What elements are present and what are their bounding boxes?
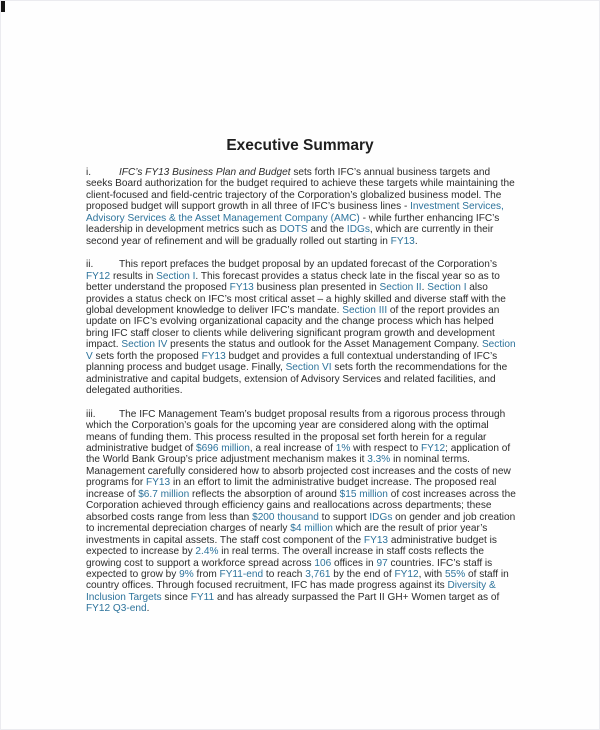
highlighted-text: FY13 [146,477,171,489]
highlighted-text: FY13 [229,282,254,294]
highlighted-text: FY13 [201,350,226,362]
highlighted-text: Section II [379,282,422,294]
text-segment: in real terms. The overall increase in staff costs reflects the growing cost to support a workforce spread across [86,546,484,569]
highlighted-text: IDGs [346,224,370,236]
paragraph [86,167,516,247]
highlighted-text: Section III [342,304,388,316]
highlighted-text: Investment Services, Advisory Services & the Asset Management Company (AMC) [86,201,504,224]
highlighted-text: Section I [427,282,467,294]
paragraph-container [86,167,516,627]
text-segment: of the report provides an update on IFC’s evolving organizational capacity and the change process which has helped bring IFC staff closer to clients while delivering significant program growth and development impact. [86,304,500,351]
text-segment: sets forth the proposed [92,350,202,362]
text-segment: , with [418,568,445,580]
text-segment: of staff in country offices. Through focused recruitment, IFC has made progress against its [86,568,509,592]
highlighted-text: 55% [444,568,466,580]
highlighted-text: $4 million [290,523,333,535]
text-segment: from [193,568,220,580]
text-segment: in nominal terms. Management carefully considered how to absorb projected cost increases and the costs of new programs for [86,454,511,489]
scan-corner-artifact [1,1,5,12]
paragraph-number: ii. [86,259,94,271]
text-segment: This report prefaces the budget proposal by an updated forecast of the Corporation’s [119,259,498,271]
highlighted-text: FY13 [390,235,415,247]
paragraph [86,409,516,615]
highlighted-text: FY12 [420,442,446,454]
highlighted-text: 2.4% [195,546,219,558]
paragraph-number: iii. [86,408,96,420]
paragraph-number: i. [86,167,92,178]
highlighted-text: 97 [376,557,388,569]
text-segment: to reach [263,568,306,580]
text-segment: . [146,603,150,615]
highlighted-text: IDGs [369,511,393,523]
text-segment: , a real increase of [249,442,336,454]
highlighted-text: 3.3% [367,454,391,466]
text-segment: with respect to [350,442,421,454]
text-segment: by the end of [330,568,395,580]
page-title: Executive Summary [226,137,374,154]
text-segment: and has already surpassed the Part II GH+ Women target as of [214,591,500,603]
text-segment: to support [318,511,370,523]
highlighted-text: 3,761 [305,568,331,580]
text-segment: presents the status and outlook for the Asset Management Company. [167,339,482,351]
highlighted-text: Section V [86,339,516,362]
text-segment: in an effort to limit the administrative budget increase. The proposed real increase of [86,477,497,500]
text-segment: results in [110,270,157,282]
highlighted-text: Section IV [121,339,168,351]
highlighted-text: $15 million [339,488,388,500]
highlighted-text: DOTS [279,224,308,236]
highlighted-text: Section VI [285,362,332,374]
text-segment: since [161,591,191,603]
highlighted-text: FY12 [394,568,419,580]
text-segment: - while further enhancing IFC’s leadership in development metrics such as [86,212,500,236]
text-segment: reflects the absorption of around [189,488,340,500]
text-segment: sets forth the recommendations for the administrative and capital budgets, extension of Advisory Services and related facilities, and delegated authorities. [86,362,508,397]
highlighted-text: 106 [314,557,332,569]
text-segment: and the [307,224,347,236]
text-segment: The IFC Management Team’s budget proposal results from a rigorous process through which the Corporation’s goals for the upcoming year are considered along with the optimal means of funding them. This process resulted in the proposal set forth herein for a regular administrative budget of [86,408,506,454]
text-segment: budget and provides a full contextual understanding of IFC’s planning process and budget usage. Finally, [86,350,498,374]
text-segment: . [421,282,428,294]
highlighted-text: FY11-end [219,568,264,580]
text-segment: sets forth IFC’s annual business targets and seeks Board authorization for the budget required to achieve these targets while maintaining the client-focused and field-centric trajectory of the Corporation’s globalized business model. The proposed budget will support growth in all three of IFC’s business lines - [86,167,515,213]
highlighted-text: 1% [335,442,351,454]
text-segment: also provides a status check on IFC’s most critical asset – a highly skilled and diverse staff with the global development knowledge to deliver IFC’s mandate. [86,282,506,316]
text-segment: countries. IFC’s staff is expected to grow by [86,557,493,580]
highlighted-text: 9% [179,568,194,580]
text-segment: IFC’s FY13 Business Plan and Budget [119,167,291,178]
highlighted-text: $6.7 million [138,488,190,500]
highlighted-text: FY12 Q3-end [86,603,147,615]
text-segment: on gender and job creation to incremental depreciation charges of nearly [86,511,516,535]
text-segment: . [414,235,418,247]
text-segment: administrative budget is expected to increase by [86,534,497,558]
text-segment: of cost increases across the Corporation achieved through efficiency gains and reallocations across departments; these absorbed costs range from less than [86,488,516,523]
text-segment: offices in [331,557,377,569]
highlighted-text: $696 million [195,442,250,454]
paragraph [86,259,516,396]
text-segment: business plan presented in [253,282,380,294]
text-segment: ; application of the World Bank Group’s price adjustment mechanism makes it [86,442,511,466]
highlighted-text: FY11 [190,591,215,603]
text-segment: which are the result of prior year’s investments in capital assets. The staff cost component of the [86,523,488,546]
highlighted-text: FY13 [363,534,389,546]
highlighted-text: $200 thousand [252,511,319,523]
highlighted-text: Diversity & Inclusion Targets [86,580,496,603]
text-segment: , which are currently in their second year of refinement and will be gradually rolled out starting in [86,224,494,247]
highlighted-text: FY12 [86,270,111,282]
highlighted-text: Section I [156,270,196,282]
text-segment: . This forecast provides a status check late in the fiscal year so as to better understand the proposed [86,270,500,294]
